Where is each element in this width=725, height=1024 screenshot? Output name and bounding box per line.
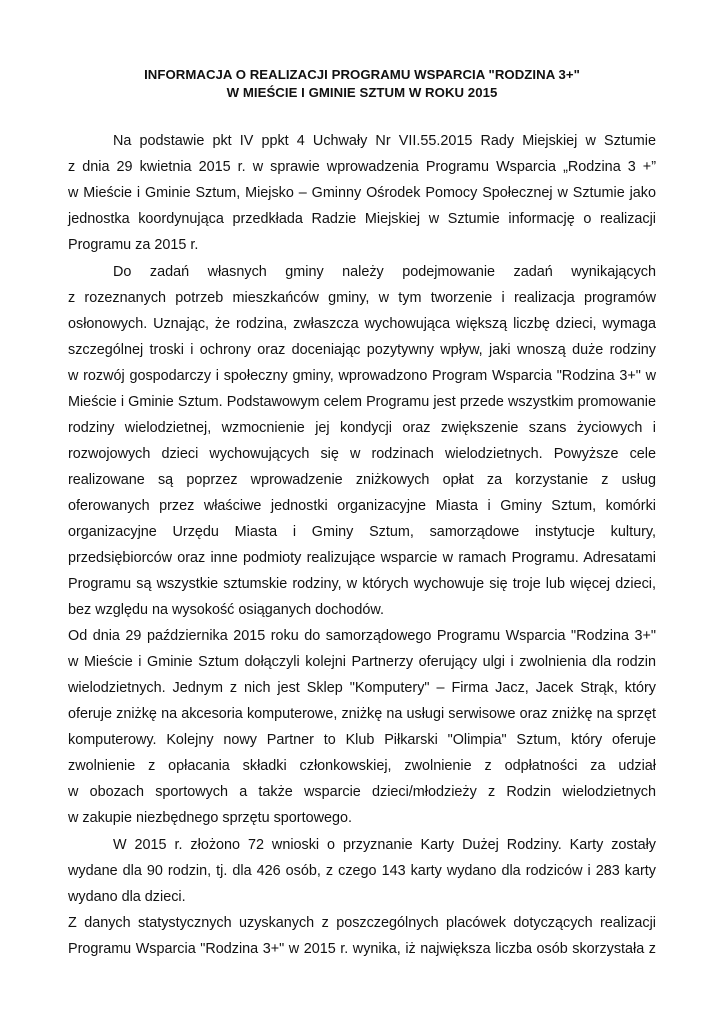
text-line: w obozach sportowych a także wsparcie dzieci/młodzieży z Rodzin wielodzietnych	[68, 784, 656, 800]
text-line: realizowane są poprzez wprowadzenie zniżkowych opłat za korzystanie z usług	[68, 472, 656, 488]
document-title-line-1: INFORMACJA O REALIZACJI PROGRAMU WSPARCIA "RODZINA 3+"	[144, 67, 580, 82]
text-line: w Mieście i Gminie Sztum dołączyli kolejni Partnerzy oferujący ulgi i zwolnienia dla rodzin	[68, 654, 656, 670]
text-line: Programu są wszystkie sztumskie rodziny, w których wychowuje się troje lub więcej dzieci,	[68, 576, 656, 592]
text-line: jednostka koordynująca przedkłada Radzie Miejskiej w Sztumie informację o realizacji	[68, 211, 656, 227]
text-line: Programu Wsparcia "Rodzina 3+" w 2015 r. wynika, iż największa liczba osób skorzystała z	[68, 941, 656, 957]
text-line: rodziny wielodzietnej, wzmocnienie jej kondycji oraz zwiększenie szans życiowych i	[68, 420, 656, 436]
text-line: rozwojowych dzieci wychowujących się w rodzinach wielodzietnych. Powyższe cele	[68, 446, 656, 462]
text-line: bez względu na wysokość osiąganych dochodów.	[68, 602, 384, 618]
text-line: Z danych statystycznych uzyskanych z poszczególnych placówek dotyczących realizacji	[68, 915, 656, 931]
text-line: w zakupie niezbędnego sprzętu sportowego.	[68, 810, 352, 826]
text-line: wielodzietnych. Jednym z nich jest Sklep "Komputery" – Firma Jacz, Jacek Strąk, który	[68, 680, 656, 696]
text-line: osłonowych. Uznając, że rodzina, zwłaszcza wychowująca większą liczbę dzieci, wymaga	[68, 316, 656, 332]
text-line: z dnia 29 kwietnia 2015 r. w sprawie wprowadzenia Programu Wsparcia „Rodzina 3 +”	[68, 159, 656, 175]
text-line: oferuje zniżkę na akcesoria komputerowe, zniżkę na usługi serwisowe oraz zniżkę na sprzęt	[68, 706, 656, 722]
text-line: zwolnienie z opłacania składki członkowskiej, zwolnienie z odpłatności za udział	[68, 758, 656, 774]
text-line: Do zadań własnych gminy należy podejmowanie zadań wynikających	[113, 264, 656, 280]
text-line: w rozwój gospodarczy i społeczny gminy, wprowadzono Program Wsparcia "Rodzina 3+" w	[68, 368, 656, 384]
text-line: Od dnia 29 października 2015 roku do samorządowego Programu Wsparcia "Rodzina 3+"	[68, 628, 656, 644]
text-line: przedsiębiorców oraz inne podmioty realizujące wsparcie w ramach Programu. Adresatami	[68, 550, 656, 566]
text-line: W 2015 r. złożono 72 wnioski o przyznanie Karty Dużej Rodziny. Karty zostały	[113, 837, 656, 853]
text-line: wydane dla 90 rodzin, tj. dla 426 osób, z czego 143 karty wydano dla rodziców i 283 karty	[68, 863, 656, 879]
text-line: oferowanych przez właściwe jednostki organizacyjne Miasta i Gminy Sztum, komórki	[68, 498, 656, 514]
text-line: Mieście i Gminie Sztum. Podstawowym celem Programu jest przede wszystkim promowanie	[68, 394, 656, 410]
document-title-line-2: W MIEŚCIE I GMINIE SZTUM W ROKU 2015	[226, 85, 498, 100]
text-line: organizacyjne Urzędu Miasta i Gminy Sztum, samorządowe instytucje kultury,	[68, 524, 656, 540]
text-line: komputerowy. Kolejny nowy Partner to Klub Piłkarski "Olimpia" Sztum, który oferuje	[68, 732, 656, 748]
text-line: Na podstawie pkt IV ppkt 4 Uchwały Nr VII.55.2015 Rady Miejskiej w Sztumie	[113, 133, 656, 149]
text-line: Programu za 2015 r.	[68, 237, 199, 253]
text-line: szczególnej troski i ochrony oraz doceniając pozytywny wpływ, jaki wnoszą duże rodziny	[68, 342, 656, 358]
text-line: z rozeznanych potrzeb mieszkańców gminy, w tym tworzenie i realizacja programów	[68, 290, 656, 306]
text-line: w Mieście i Gminie Sztum, Miejsko – Gminny Ośrodek Pomocy Społecznej w Sztumie jako	[68, 185, 656, 201]
text-line: wydano dla dzieci.	[68, 889, 186, 905]
